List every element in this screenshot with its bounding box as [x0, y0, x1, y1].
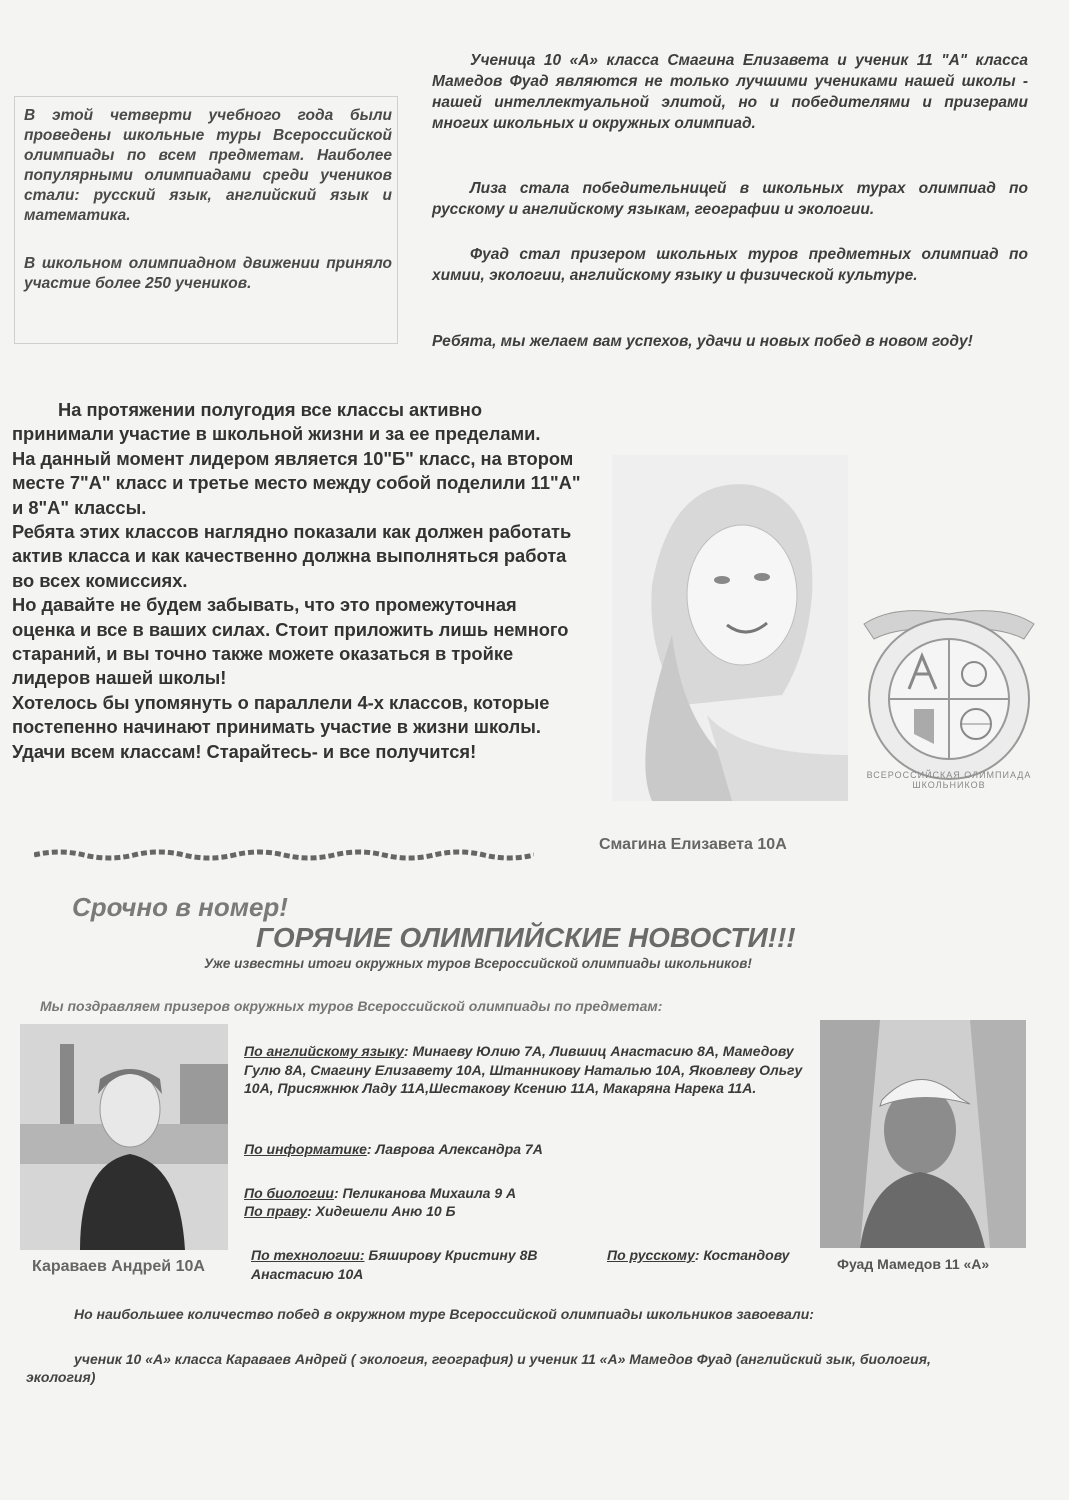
prize-biology: [244, 1184, 814, 1203]
mamedov-photo: [820, 1020, 1026, 1248]
mamedov-portrait-illustration: [820, 1020, 1026, 1248]
smagina-caption: Смагина Елизавета 10А: [599, 836, 787, 853]
article-para-5: Хотелось бы упомянуть о параллели 4-х классов, которые постепенно начинают принимать участие в жизни школы.: [12, 691, 550, 738]
winners-biology: : Пеликанова Михаила 9 А: [333, 1185, 517, 1201]
subject-informatics: По информатике: [244, 1141, 367, 1157]
winners-english: : Минаеву Юлию 7А, Лившиц Анастасию 8А, Мамедову Гулю 8А, Смагину Елизавету 10А, Штанникову Наталью 10А, Яковлеву Ольгу 10А, Присяжнюк Ладу 11А,Шестакову Ксению 11А, Макаряна Нарека 11А.: [244, 1043, 803, 1096]
article-para-2: На данный момент лидером является 10"Б" класс, на втором месте 7"А" класс и третье место между собой поделили 11"А" и 8"А" классы.: [12, 447, 581, 518]
mamedov-caption: Фуад Мамедов 11 «А»: [837, 1256, 990, 1272]
subject-english: По английскому языку: [244, 1043, 404, 1059]
olympiad-emblem-icon: [854, 584, 1044, 784]
winners-technology: Бяшировy Кристину 8В: [364, 1247, 538, 1263]
subject-law: По праву: [244, 1203, 308, 1219]
winners-law: : Хидешели Аню 10 Б: [307, 1203, 456, 1219]
prize-russian: [607, 1246, 827, 1265]
news-kicker: Срочно в номер!: [72, 892, 288, 922]
emblem-ring-text: ВСЕРОССИЙСКАЯ ОЛИМПИАДА ШКОЛЬНИКОВ: [866, 770, 1032, 790]
karavaev-photo: [20, 1024, 228, 1250]
winners-informatics: : Лаврова Александра 7А: [366, 1141, 543, 1157]
news-headline: ГОРЯЧИЕ ОЛИМПИЙСКИЕ НОВОСТИ!!!: [256, 922, 796, 953]
olympiad-info-para-1: В этой четверти учебного года были проведены школьные туры Всероссийской олимпиады по всем предметам. Наиболее популярными олимпиадами среди учеников стали: русский язык, английский язык и математика.: [24, 107, 392, 224]
subject-russian: По русскому: [607, 1247, 695, 1263]
wishes-para: Ребята, мы желаем вам успехов, удачи и новых побед в новом году!: [432, 333, 973, 350]
prize-english: [244, 1042, 814, 1098]
news-subhead: Уже известны итоги окружных туров Всероссийской олимпиады школьников!: [204, 956, 752, 971]
smagina-photo: [612, 455, 848, 801]
article-para-1: На протяжении полугодия все классы активно принимали участие в школьной жизни и за ее пределами.: [12, 399, 541, 445]
karavaev-caption: Караваев Андрей 10А: [32, 1258, 205, 1275]
footer-line-1: Но наибольшее количество побед в окружном туре Всероссийской олимпиады школьников завоевали:: [74, 1306, 814, 1322]
olympiad-info-para-2: В школьном олимпиадном движении приняло участие более 250 учеников.: [24, 255, 392, 292]
subject-technology: По технологии:: [251, 1247, 365, 1263]
smagina-portrait-illustration: [612, 455, 848, 801]
class-rating-article: [12, 398, 584, 764]
subject-biology: По биологии: [244, 1185, 334, 1201]
winners-russian: : Костандову: [694, 1247, 790, 1263]
olympiad-emblem: [854, 584, 1044, 790]
liza-para: Лиза стала победительницей в школьных турах олимпиад по русскому и английскому языкам, географии и экологии.: [432, 180, 1028, 218]
article-para-6: Удачи всем классам! Старайтесь- и все получится!: [12, 740, 477, 762]
article-para-4: Но давайте не будем забывать, что это промежуточная оценка и все в ваших силах. Стоит приложить лишь немного стараний, и вы точно также можете оказаться в тройке лидеров нашей школы!: [12, 594, 569, 689]
fuad-para: Фуад стал призером школьных туров предметных олимпиад по химии, экологии, английскому языку и физической культуре.: [432, 246, 1028, 284]
news-congrats: Мы поздравляем призеров окружных туров Всероссийской олимпиады по предметам:: [40, 998, 663, 1014]
decorative-divider: [34, 848, 534, 860]
best-students-para: Ученица 10 «А» класса Смагина Елизавета и ученик 11 "А" класса Мамедов Фуад являются не только лучшими учениками нашей школы - нашей интеллектуальной элитой, но и победителями и призерами многих школьных и окружных олимпиад.: [432, 52, 1028, 132]
karavaev-portrait-illustration: [20, 1024, 228, 1250]
prize-law: [244, 1202, 814, 1221]
article-para-3: Ребята этих классов наглядно показали как должен работать актив класса и как качественно должна выполняться работа во всех комиссиях.: [12, 521, 572, 591]
footer-line-2: ученик 10 «А» класса Караваев Андрей ( экология, география) и ученик 11 «А» Мамедов Фуад (английский зык, биология, экология): [26, 1351, 931, 1385]
prize-russian-cont: Анастасию 10А: [251, 1266, 364, 1282]
flower-garland-icon: [34, 849, 534, 861]
prize-informatics: [244, 1140, 814, 1159]
